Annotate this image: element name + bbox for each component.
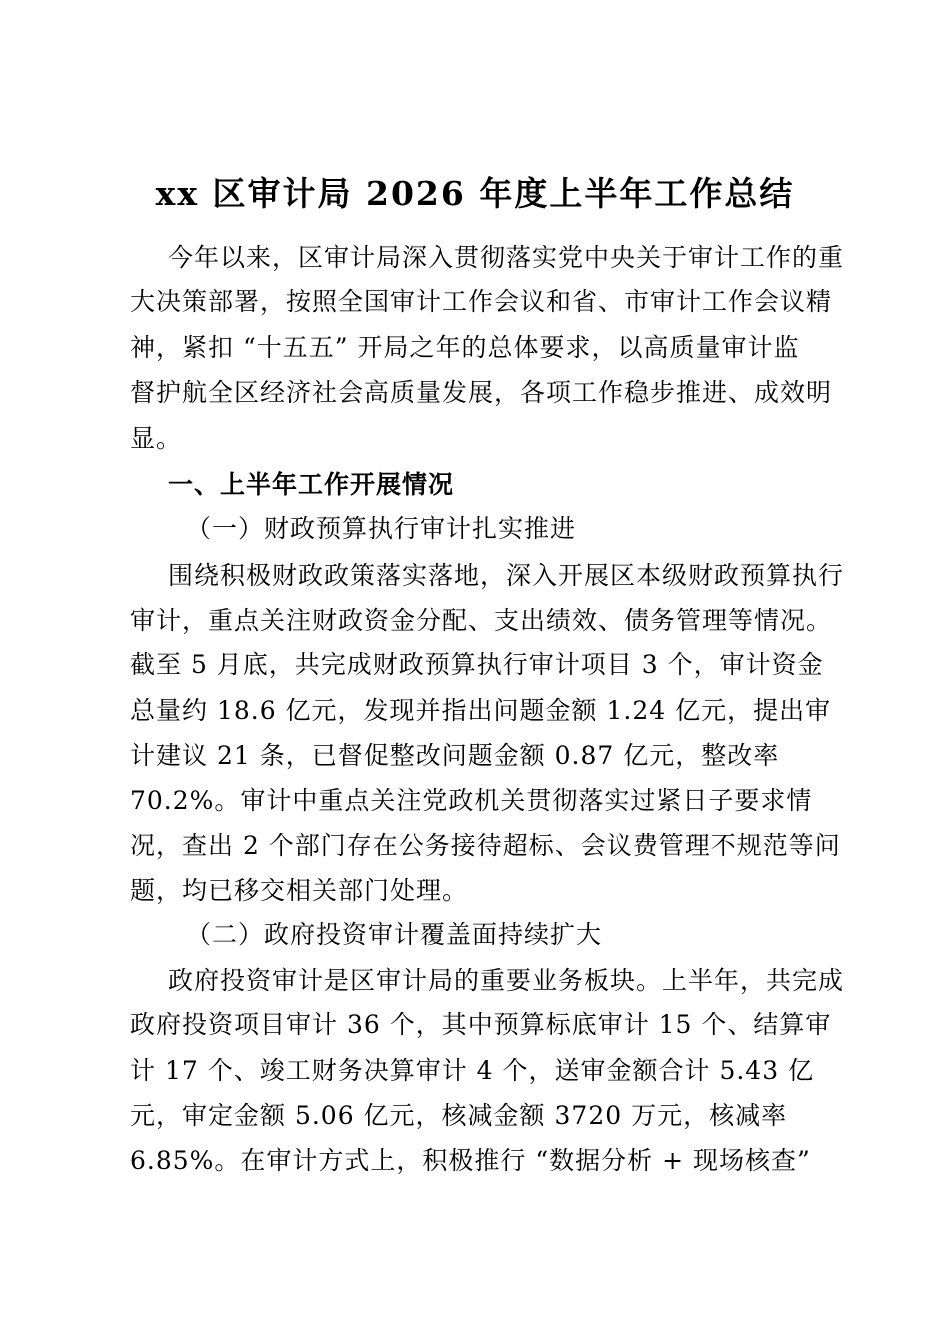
paragraph-line: 计建议 21 条，已督促整改问题金额 0.87 亿元，整改率 bbox=[130, 741, 780, 770]
paragraph-line: 6.85%。在审计方式上，积极推行 “数据分析 + 现场核查” bbox=[130, 1146, 811, 1175]
paragraph-line: 审计，重点关注财政资金分配、支出绩效、债务管理等情况。 bbox=[130, 606, 833, 635]
subsection-heading: （一）财政预算执行审计扎实推进 bbox=[186, 514, 577, 543]
intro-line: 督护航全区经济社会高质量发展，各项工作稳步推进、成效明 bbox=[130, 378, 833, 407]
paragraph-line: 政府投资项目审计 36 个，其中预算标底审计 15 个、结算审 bbox=[130, 1010, 832, 1039]
paragraph-line: 截至 5 月底，共完成财政预算执行审计项目 3 个，审计资金 bbox=[130, 650, 824, 679]
paragraph-line: 计 17 个、竣工财务决算审计 4 个，送审金额合计 5.43 亿 bbox=[130, 1056, 815, 1085]
intro-line: 今年以来，区审计局深入贯彻落实党中央关于审计工作的重 bbox=[168, 243, 845, 272]
intro-line: 显。 bbox=[130, 424, 183, 453]
intro-line: 神，紧扣 “十五五” 开局之年的总体要求，以高质量审计监 bbox=[130, 333, 800, 362]
paragraph-line: 70.2%。审计中重点关注党政机关贯彻落实过紧日子要求情 bbox=[130, 786, 813, 815]
subsection-heading: （二）政府投资审计覆盖面持续扩大 bbox=[186, 920, 603, 949]
paragraph-line: 元，审定金额 5.06 亿元，核减金额 3720 万元，核减率 bbox=[130, 1101, 788, 1130]
paragraph-line: 围绕积极财政政策落实落地，深入开展区本级财政预算执行 bbox=[168, 561, 845, 590]
paragraph-line: 总量约 18.6 亿元，发现并指出问题金额 1.24 亿元，提出审 bbox=[130, 696, 832, 725]
paragraph-line: 况，查出 2 个部门存在公务接待超标、会议费管理不规范等问 bbox=[130, 831, 841, 860]
paragraph-line: 政府投资审计是区审计局的重要业务板块。上半年，共完成 bbox=[168, 966, 845, 995]
section-heading: 一、上半年工作开展情况 bbox=[168, 470, 455, 499]
document-title: xx 区审计局 2026 年度上半年工作总结 bbox=[155, 174, 795, 213]
paragraph-line: 题，均已移交相关部门处理。 bbox=[130, 876, 469, 905]
intro-line: 大决策部署，按照全国审计工作会议和省、市审计工作会议精 bbox=[130, 287, 833, 316]
